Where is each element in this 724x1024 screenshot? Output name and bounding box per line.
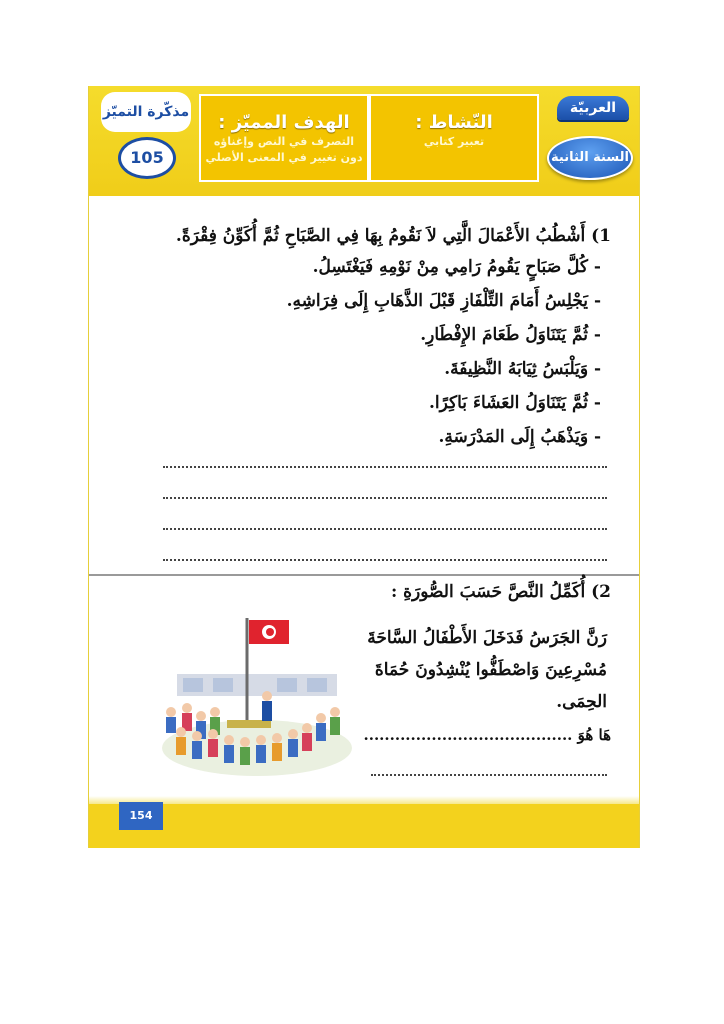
activity-subtitle: تعبير كتابي (423, 135, 485, 148)
page-number: 154 (119, 802, 163, 830)
logo (101, 92, 191, 186)
subject-badge: العربيّة (557, 96, 629, 120)
answer-line[interactable] (163, 528, 607, 530)
activity-title: النّشاط : (415, 112, 493, 133)
goal-box (199, 94, 369, 182)
footer-shade (89, 796, 639, 804)
sentence-line: - وَيَلْبَسُ ثِيَابَهُ النَّظِيفَةَ. (444, 359, 601, 379)
exercise-2-paragraph: رَنَّ الجَرَسُ فَدَخَلَ الأَطْفَالُ السَّاحَةَ مُسْرِعِينَ وَاصْطَفُّوا يُنْشِدُونَ حُمَاةَ الحِمَى. (367, 628, 607, 712)
exercise-1 (131, 224, 611, 458)
year-badge: السنة الثانية (547, 136, 633, 180)
sentence-line: - يَجْلِسُ أَمَامَ التِّلْفَازِ قَبْلَ الذَّهَابِ إِلَى فِرَاشِهِ. (286, 291, 601, 311)
exercise-1-question: 1) أَشْطُبُ الأَعْمَالَ الَّتِي لاَ نَقُومُ بِهَا فِي الصَّبَاحِ ثُمَّ أُكَوِّنُ فِقْرَةً. (175, 226, 611, 246)
answer-line[interactable] (371, 774, 607, 776)
activity-box (369, 94, 539, 182)
header-band (89, 86, 639, 196)
exercise-2-start: هَا هُوَ ........................................ (363, 726, 611, 744)
logo-number: 105 (121, 140, 173, 176)
logo-title: مذكّرة التميّز (101, 92, 191, 132)
workbook-page (88, 86, 640, 848)
planter (227, 720, 271, 728)
answer-line[interactable] (163, 559, 607, 561)
sentence-line: - ثُمَّ يَتَنَاوَلُ العَشَاءَ بَاكِرًا. (429, 393, 601, 413)
sentence-line: - وَيَذْهَبُ إِلَى المَدْرَسَةِ. (438, 427, 601, 447)
footer-band (89, 804, 639, 848)
exercise-2-question: 2) أُكَمِّلُ النَّصَّ حَسَبَ الصُّورَةِ : (390, 582, 611, 602)
goal-title: الهدف المميّز : (218, 112, 350, 133)
sentence-line: - ثُمَّ يَتَنَاوَلُ طَعَامَ الإِفْطَارِ. (420, 325, 601, 345)
goal-subtitle-2: دون تغيير في المعنى الأصلي (205, 151, 363, 164)
sentence-line: - كُلَّ صَبَاحٍ يَقُومُ رَامِي مِنْ نَوْمِهِ فَيَغْتَسِلُ. (312, 257, 601, 277)
flag-ceremony-illustration (157, 608, 355, 776)
answer-line[interactable] (163, 466, 607, 468)
section-divider (89, 574, 639, 576)
goal-subtitle-1: التصرف في النص وإغناؤه (213, 135, 355, 148)
answer-line[interactable] (163, 497, 607, 499)
